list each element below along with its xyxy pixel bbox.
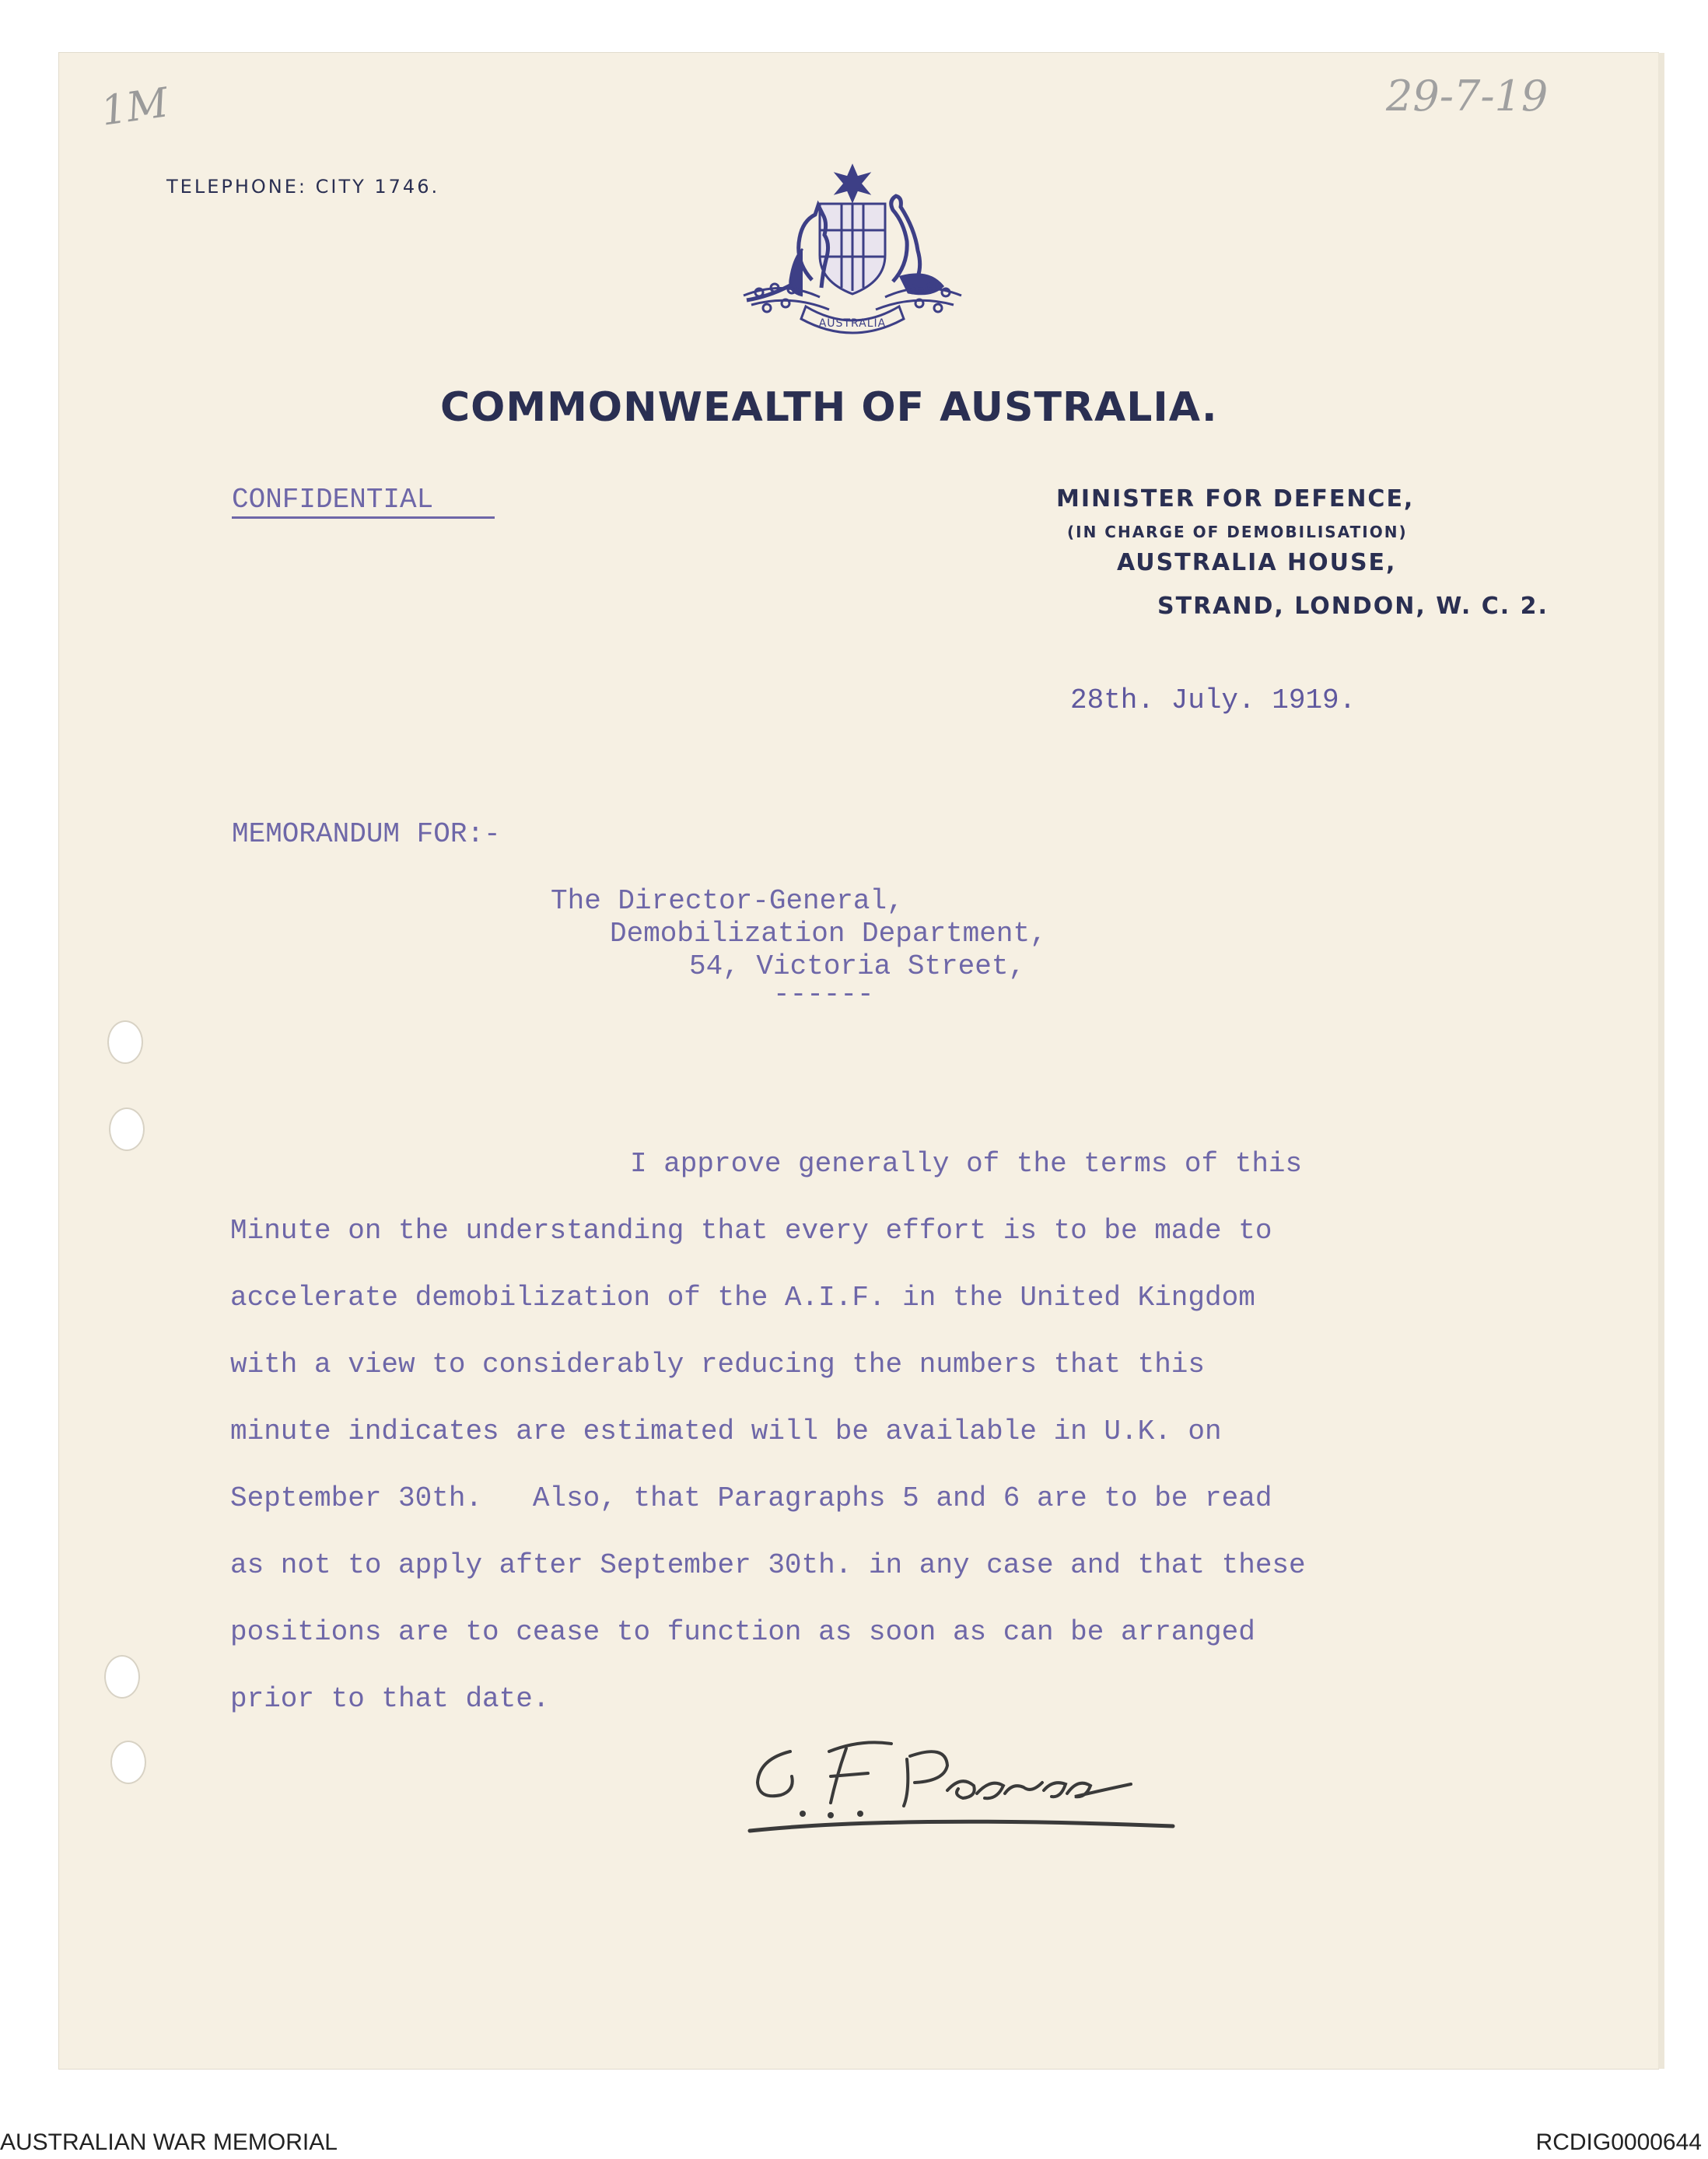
body-line: I approve generally of the terms of this [630, 1148, 1303, 1180]
letter-date: 28th. July. 1919. [1070, 684, 1356, 716]
australian-coat-of-arms-icon [728, 163, 977, 339]
punch-hole [104, 1655, 140, 1699]
telephone-line: TELEPHONE: CITY 1746. [166, 176, 440, 198]
memorandum-heading: MEMORANDUM FOR:- [232, 818, 501, 850]
handwritten-annotation-top-left: 1M [98, 79, 172, 135]
body-line: prior to that date. [230, 1683, 550, 1715]
classification-label: CONFIDENTIAL [232, 484, 434, 516]
punch-hole [107, 1020, 143, 1064]
office-line-2: (IN CHARGE OF DEMOBILISATION) [1067, 523, 1408, 541]
footer-record-id: RCDIG0000644 [1535, 2129, 1702, 2155]
footer-institution: AUSTRALIAN WAR MEMORIAL [0, 2129, 338, 2155]
body-line: positions are to cease to function as soon as can be arranged [230, 1616, 1255, 1648]
letterhead-title: COMMONWEALTH OF AUSTRALIA. [440, 384, 1218, 431]
recipient-rule: ------ [773, 978, 874, 1010]
recipient-line-3: 54, Victoria Street, [689, 950, 1026, 982]
recipient-line-2: Demobilization Department, [610, 918, 1047, 950]
handwritten-date-annotation: 29-7-19 [1386, 72, 1549, 121]
recipient-line-1: The Director-General, [551, 885, 904, 917]
classification-underline [232, 516, 495, 519]
office-line-1: MINISTER FOR DEFENCE, [1056, 485, 1415, 513]
body-line: September 30th. Also, that Paragraphs 5 and 6 are to be read [230, 1482, 1272, 1514]
body-line: as not to apply after September 30th. in any case and that these [230, 1549, 1306, 1581]
paper-edge [1658, 53, 1664, 2069]
office-line-4: STRAND, LONDON, W. C. 2. [1157, 593, 1549, 620]
punch-hole [110, 1741, 146, 1784]
crest-motto-text: AUSTRALIA [818, 317, 887, 330]
body-line: minute indicates are estimated will be available in U.K. on [230, 1415, 1222, 1447]
body-line: with a view to considerably reducing the numbers that this [230, 1349, 1206, 1380]
signature [744, 1728, 1179, 1845]
body-line: Minute on the understanding that every effort is to be made to [230, 1215, 1272, 1247]
punch-hole [109, 1107, 145, 1151]
body-line: accelerate demobilization of the A.I.F. in the United Kingdom [230, 1282, 1255, 1314]
office-line-3: AUSTRALIA HOUSE, [1117, 549, 1397, 576]
